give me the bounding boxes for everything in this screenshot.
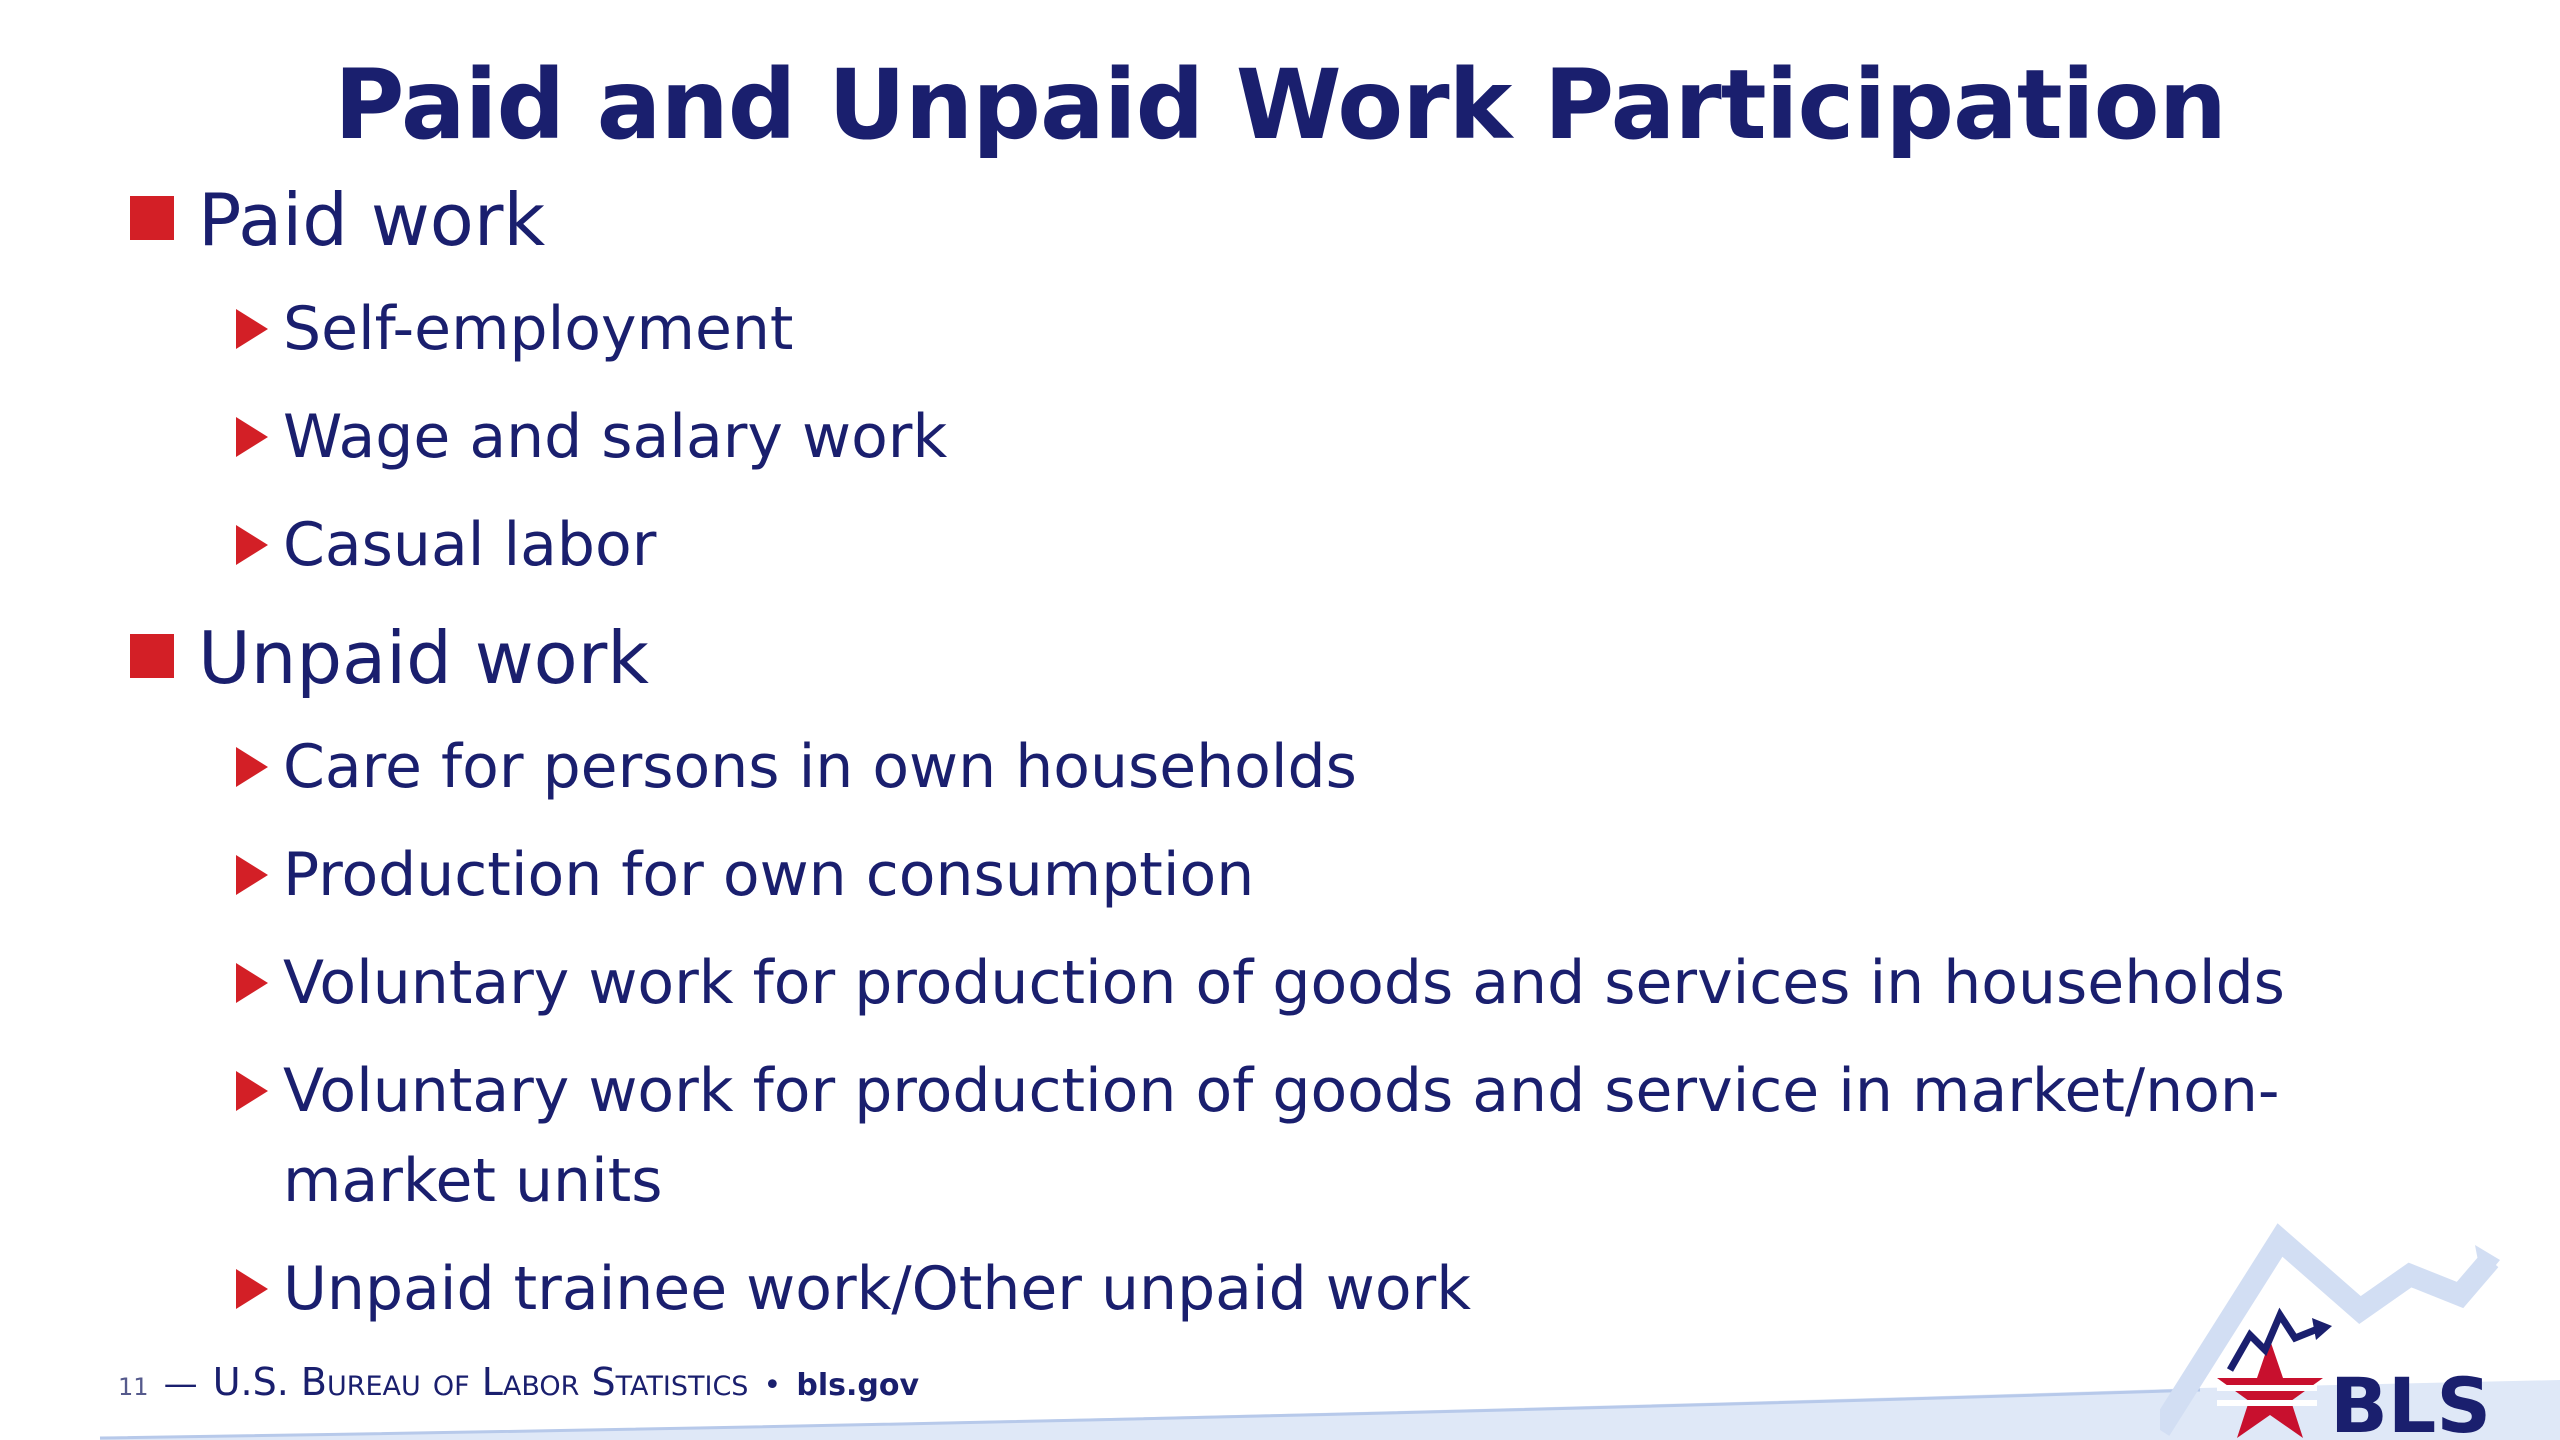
square-bullet-icon <box>130 634 174 678</box>
sub-bullet <box>128 500 2483 590</box>
bullet-paid-work <box>128 170 2428 270</box>
slide-body <box>128 170 2428 1334</box>
slide-footer <box>118 1360 919 1404</box>
sub-bullet-text: Self-employment <box>283 294 794 364</box>
triangle-bullet-icon <box>236 1071 268 1111</box>
site-link[interactable]: bls.gov <box>796 1368 919 1403</box>
triangle-bullet-icon <box>236 417 268 457</box>
sub-bullet <box>128 392 2483 482</box>
sub-bullet <box>128 284 2483 374</box>
sub-bullet <box>128 1244 2483 1334</box>
sub-bullet-text: Wage and salary work <box>283 402 948 472</box>
sub-bullet <box>128 1046 2483 1226</box>
sub-bullet-text: Care for persons in own households <box>283 732 1357 802</box>
bullet-unpaid-work <box>128 608 2428 708</box>
triangle-bullet-icon <box>236 309 268 349</box>
agency-name: U.S. Bureau of Labor Statistics <box>212 1360 749 1404</box>
page-number: 11 <box>118 1373 149 1401</box>
footer-separator: — <box>163 1364 198 1404</box>
sub-bullet-text: Voluntary work for production of goods and service in market/non-market units <box>283 1056 2280 1216</box>
triangle-bullet-icon <box>236 855 268 895</box>
triangle-bullet-icon <box>236 747 268 787</box>
triangle-bullet-icon <box>236 525 268 565</box>
footer-bullet: • <box>763 1368 782 1403</box>
bullet-label: Paid work <box>198 178 546 262</box>
sub-bullet <box>128 938 2483 1028</box>
sub-bullet-text: Voluntary work for production of goods and services in households <box>283 948 2285 1018</box>
slide-title: Paid and Unpaid Work Participation <box>334 49 2226 161</box>
triangle-bullet-icon <box>236 963 268 1003</box>
sub-bullet <box>128 830 2483 920</box>
square-bullet-icon <box>130 196 174 240</box>
bullet-label: Unpaid work <box>198 616 649 700</box>
triangle-bullet-icon <box>236 1269 268 1309</box>
sub-bullet-text: Unpaid trainee work/Other unpaid work <box>283 1254 1471 1324</box>
svg-text:BLS: BLS <box>2330 1361 2492 1440</box>
sub-bullet-text: Production for own consumption <box>283 840 1255 910</box>
bls-star-chart-logo-icon <box>2160 1220 2500 1440</box>
sub-bullet <box>128 722 2483 812</box>
sub-bullet-text: Casual labor <box>283 510 657 580</box>
